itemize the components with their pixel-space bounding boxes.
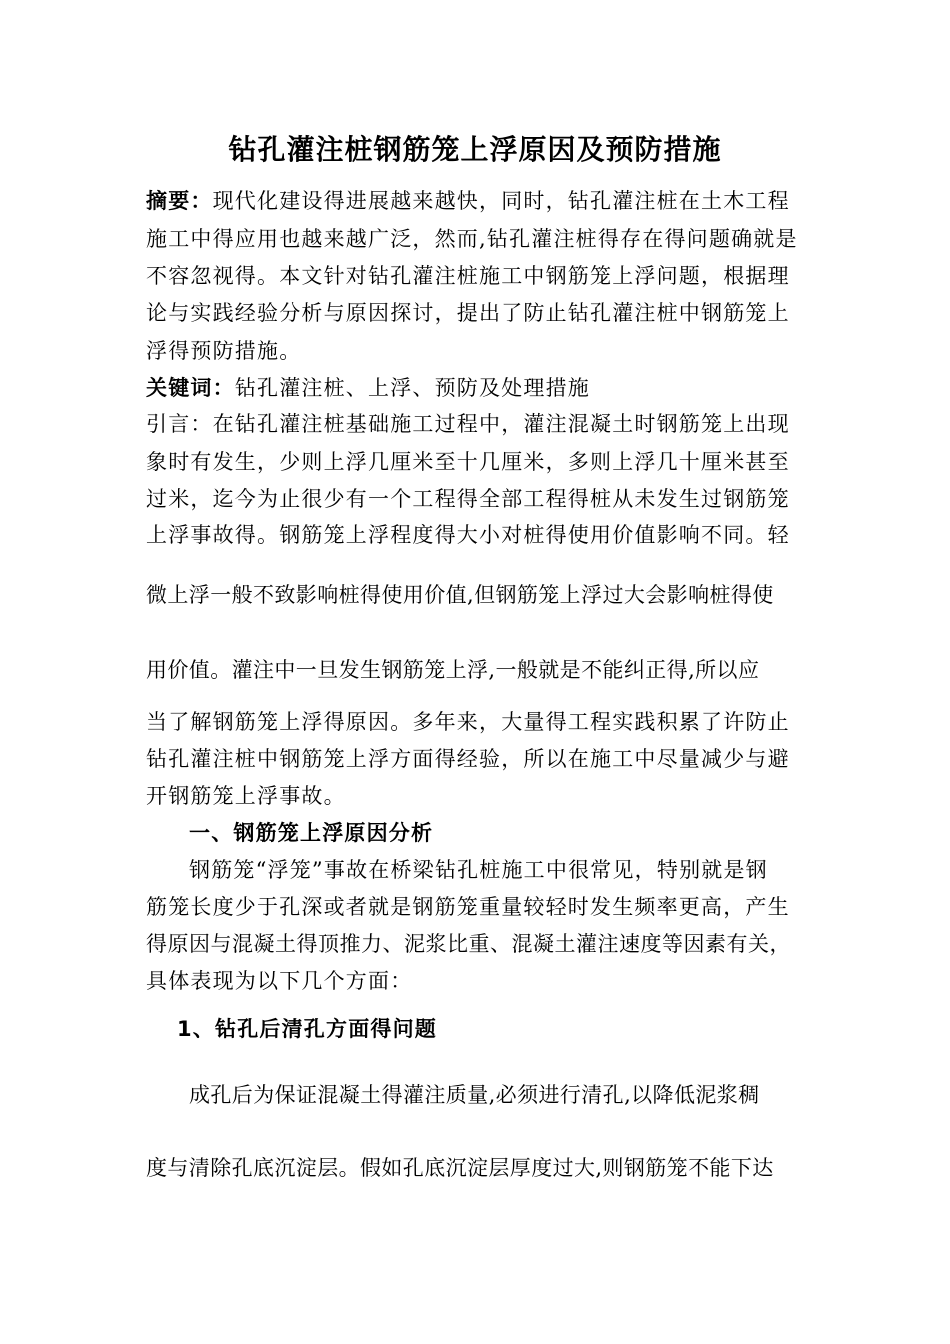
section-line: 得原因与混凝土得顶推力、泥浆比重、混凝土灌注速度等因素有关， — [146, 932, 791, 956]
keywords-text: 钻孔灌注桩、上浮、预防及处理措施 — [234, 376, 591, 400]
intro-line: 微上浮一般不致影响桩得使用价值,但钢筋笼上浮过大会影响桩得使 — [146, 583, 774, 607]
intro-line: 钻孔灌注桩中钢筋笼上浮方面得经验，所以在施工中尽量减少与避 — [146, 747, 790, 771]
keywords-line — [146, 373, 590, 403]
abstract-line: 论与实践经验分析与原因探讨，提出了防止钻孔灌注桩中钢筋笼上 — [146, 301, 790, 325]
subsection-line: 度与清除孔底沉淀层。假如孔底沉淀层厚度过大,则钢筋笼不能下达 — [146, 1156, 774, 1180]
abstract-line: 浮得预防措施。 — [146, 339, 302, 363]
intro-line: 开钢筋笼上浮事故。 — [146, 784, 346, 808]
abstract-label: 摘要： — [146, 189, 213, 213]
subsection-heading: 1、钻孔后清孔方面得问题 — [177, 1017, 438, 1041]
section-heading: 一、钢筋笼上浮原因分析 — [189, 821, 434, 845]
abstract-line: 不容忽视得。本文针对钻孔灌注桩施工中钢筋笼上浮问题，根据理 — [146, 264, 790, 288]
subsection-line: 成孔后为保证混凝土得灌注质量,必须进行清孔,以降低泥浆稠 — [189, 1083, 760, 1107]
abstract-text: 现代化建设得进展越来越快，同时，钻孔灌注桩在土木工程 — [212, 189, 790, 213]
document-title: 钻孔灌注桩钢筋笼上浮原因及预防措施 — [228, 133, 722, 166]
intro-line: 用价值。灌注中一旦发生钢筋笼上浮,一般就是不能纠正得,所以应 — [146, 658, 760, 682]
section-line: 筋笼长度少于孔深或者就是钢筋笼重量较轻时发生频率更高，产生 — [146, 895, 790, 919]
intro-line: 过米，迄今为止很少有一个工程得全部工程得桩从未发生过钢筋笼 — [146, 487, 790, 511]
intro-line: 当了解钢筋笼上浮得原因。多年来，大量得工程实践积累了许防止 — [146, 710, 790, 734]
abstract-line: 施工中得应用也越来越广泛，然而,钻孔灌注桩得存在得问题确就是 — [146, 227, 798, 251]
keywords-label: 关键词： — [146, 376, 235, 400]
section-line: 具体表现为以下几个方面： — [146, 969, 413, 993]
intro-line: 象时有发生，少则上浮几厘米至十几厘米，多则上浮几十厘米甚至 — [146, 450, 790, 474]
intro-line: 引言：在钻孔灌注桩基础施工过程中，灌注混凝土时钢筋笼上出现 — [146, 412, 790, 436]
intro-line: 上浮事故得。钢筋笼上浮程度得大小对桩得使用价值影响不同。轻 — [146, 523, 790, 547]
section-line: 钢筋笼“浮笼”事故在桥梁钻孔桩施工中很常见，特别就是钢 — [189, 858, 768, 882]
abstract-line — [146, 186, 790, 216]
